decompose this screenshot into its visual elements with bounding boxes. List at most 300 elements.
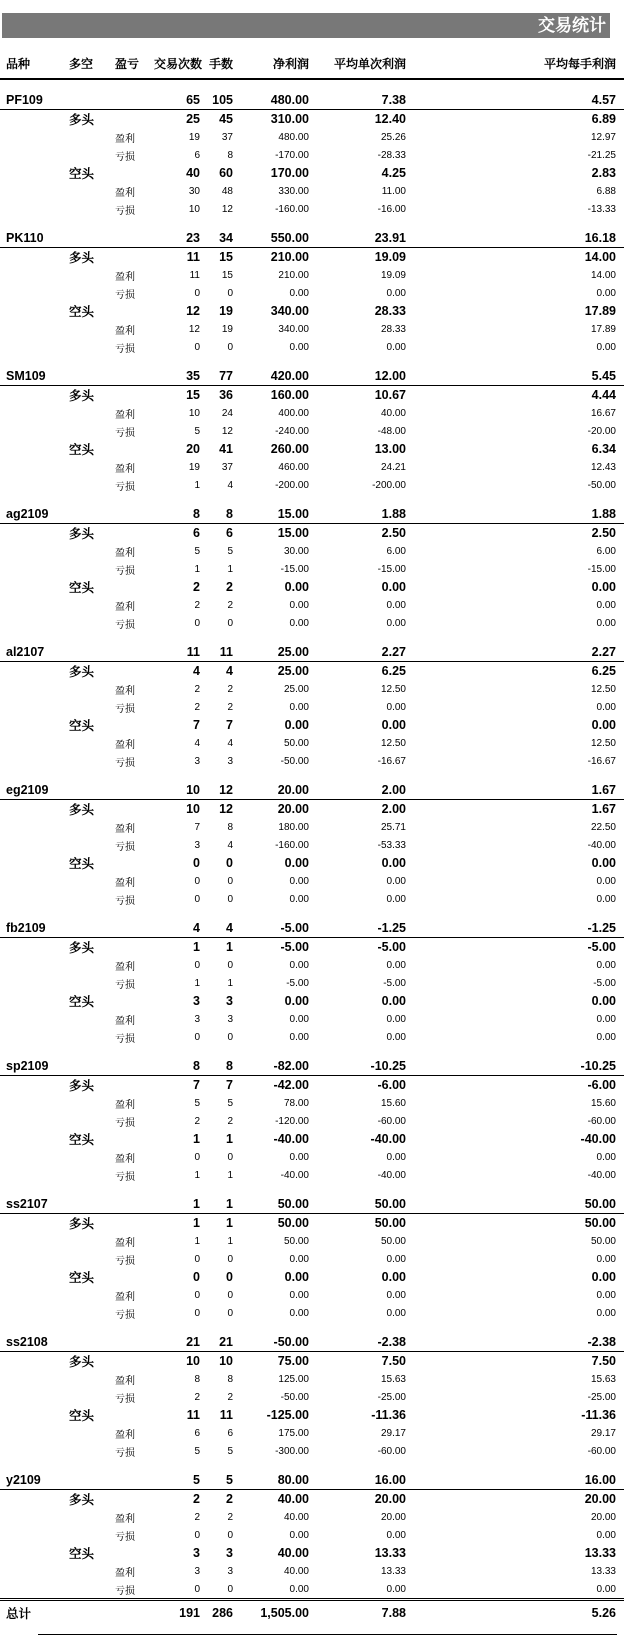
cell-avg-profit-per-lot: 6.89: [591, 112, 616, 126]
cell-trade-count: 4: [193, 664, 200, 678]
product-row: [0, 780, 624, 800]
report-title: 交易统计: [538, 16, 606, 35]
cell-lots: 48: [221, 185, 233, 197]
cell-net-profit: 30.00: [283, 545, 309, 557]
cell-trade-count: 6: [194, 149, 200, 161]
cell-avg-profit-per-trade: 13.33: [374, 1546, 406, 1560]
cell-avg-profit-per-lot: 7.50: [591, 1354, 616, 1368]
cell-avg-profit-per-trade: -48.00: [377, 425, 406, 437]
cell-lots: 1: [227, 977, 233, 989]
cell-avg-profit-per-lot: 6.25: [591, 664, 616, 678]
cell-avg-profit-per-lot: 5.45: [408, 366, 624, 386]
cell-side: [66, 404, 112, 422]
cell-profit-loss: 亏损: [115, 1447, 135, 1459]
cell-net-profit: 1,505.00: [235, 1600, 311, 1626]
cell-avg-profit-per-lot: -16.67: [587, 755, 616, 767]
cell-avg-profit-per-trade: -6.00: [377, 1078, 406, 1092]
cell-lots: 37: [221, 461, 233, 473]
cell-product: sp2109: [0, 1056, 66, 1076]
cell-side: [66, 614, 112, 632]
cell-avg-profit-per-trade: 0.00: [386, 341, 406, 353]
cell-net-profit: 0.00: [289, 1583, 309, 1595]
cell-trade-count: 0: [194, 1289, 200, 1301]
cell-net-profit: 0.00: [289, 1151, 309, 1163]
cell-side: 空头: [69, 719, 95, 733]
long-side-row: [0, 938, 624, 957]
cell-profit-loss: 盈利: [115, 1429, 135, 1441]
cell-product: [0, 1370, 66, 1388]
cell-avg-profit-per-lot: -2.38: [408, 1332, 624, 1352]
cell-net-profit: -5.00: [286, 977, 309, 989]
short-side-row: [0, 1544, 624, 1562]
cell-profit-loss: 盈利: [115, 1513, 135, 1525]
cell-avg-profit-per-trade: 10.67: [374, 388, 406, 402]
cell-trade-count: 2: [193, 580, 200, 594]
cell-lots: 0: [226, 1270, 233, 1284]
cell-avg-profit-per-lot: 0.00: [596, 287, 616, 299]
cell-side: [66, 818, 112, 836]
cell-lots: 21: [202, 1332, 235, 1352]
cell-trade-count: 7: [193, 1078, 200, 1092]
long-profit-row: [0, 542, 624, 560]
cell-avg-profit-per-lot: 1.67: [591, 802, 616, 816]
cell-side: [66, 1304, 112, 1322]
cell-lots: 0: [227, 1289, 233, 1301]
cell-net-profit: 0.00: [284, 856, 309, 870]
cell-net-profit: 50.00: [283, 1235, 309, 1247]
cell-avg-profit-per-trade: 2.00: [311, 780, 408, 800]
cell-avg-profit-per-lot: 0.00: [596, 341, 616, 353]
long-profit-row: [0, 128, 624, 146]
cell-product: [0, 284, 66, 302]
cell-net-profit: 25.00: [283, 683, 309, 695]
cell-side: [66, 1388, 112, 1406]
cell-net-profit: -160.00: [275, 839, 309, 851]
cell-lots: 77: [202, 366, 235, 386]
cell-avg-profit-per-trade: -40.00: [377, 1169, 406, 1181]
column-header-profit-loss: 盈亏: [112, 46, 154, 79]
cell-side: [66, 872, 112, 890]
cell-side: [66, 836, 112, 854]
cell-lots: 0: [227, 1307, 233, 1319]
cell-product: [0, 1544, 66, 1562]
cell-net-profit: 125.00: [278, 1373, 309, 1385]
cell-side: 多头: [69, 389, 95, 403]
cell-product: ss2107: [0, 1194, 66, 1214]
cell-side: [66, 1508, 112, 1526]
cell-product: [0, 1112, 66, 1130]
cell-profit-loss: [112, 302, 154, 320]
cell-avg-profit-per-trade: 25.71: [380, 821, 406, 833]
cell-net-profit: 40.00: [283, 1565, 309, 1577]
cell-trade-count: 20: [186, 442, 200, 456]
long-loss-row: [0, 698, 624, 716]
cell-net-profit: 210.00: [278, 269, 309, 281]
cell-profit-loss: 亏损: [115, 841, 135, 853]
spacer-row: [0, 632, 624, 642]
cell-avg-profit-per-lot: -6.00: [587, 1078, 616, 1092]
cell-avg-profit-per-trade: 0.00: [386, 893, 406, 905]
cell-trade-count: 3: [193, 994, 200, 1008]
cell-avg-profit-per-trade: 7.50: [381, 1354, 406, 1368]
cell-lots: 4: [226, 664, 233, 678]
cell-trade-count: 2: [194, 1391, 200, 1403]
cell-profit-loss: [112, 1490, 154, 1509]
cell-lots: 15: [219, 250, 233, 264]
cell-avg-profit-per-trade: 11.00: [381, 185, 406, 197]
cell-trade-count: 2: [194, 1511, 200, 1523]
cell-net-profit: 0.00: [289, 1031, 309, 1043]
cell-net-profit: 20.00: [277, 802, 309, 816]
cell-lots: 0: [227, 1529, 233, 1541]
cell-profit-loss: 盈利: [115, 187, 135, 199]
cell-net-profit: 0.00: [289, 617, 309, 629]
cell-lots: 2: [227, 1511, 233, 1523]
cell-side: [66, 1370, 112, 1388]
cell-side: [66, 1424, 112, 1442]
cell-profit-loss: 盈利: [115, 1375, 135, 1387]
long-loss-row: [0, 1388, 624, 1406]
cell-lots: 7: [226, 718, 233, 732]
cell-avg-profit-per-trade: 7.88: [311, 1600, 408, 1626]
cell-side: [66, 752, 112, 770]
cell-side: [66, 734, 112, 752]
cell-side: 多头: [69, 1355, 95, 1369]
cell-product: [0, 974, 66, 992]
cell-avg-profit-per-trade: -11.36: [371, 1408, 406, 1422]
cell-avg-profit-per-trade: 12.00: [311, 366, 408, 386]
spacer-row: [0, 908, 624, 918]
spacer-cell: [0, 1184, 624, 1194]
cell-lots: 0: [227, 617, 233, 629]
cell-lots: 5: [227, 1445, 233, 1457]
product-row: [0, 504, 624, 524]
cell-profit-loss: 亏损: [115, 1171, 135, 1183]
cell-product: [0, 836, 66, 854]
cell-trade-count: 6: [193, 526, 200, 540]
cell-profit-loss: 亏损: [115, 895, 135, 907]
cell-avg-profit-per-trade: -5.00: [377, 940, 406, 954]
cell-profit-loss: [112, 1268, 154, 1286]
cell-trade-count: 0: [194, 287, 200, 299]
cell-product: [0, 680, 66, 698]
cell-side: [66, 560, 112, 578]
cell-net-profit: 40.00: [277, 1546, 309, 1560]
cell-side: [66, 90, 112, 110]
long-side-row: [0, 1214, 624, 1233]
product-row: [0, 918, 624, 938]
cell-lots: 45: [219, 112, 233, 126]
product-row: [0, 642, 624, 662]
cell-trade-count: 0: [194, 1253, 200, 1265]
cell-avg-profit-per-lot: 0.00: [596, 893, 616, 905]
cell-net-profit: 0.00: [289, 893, 309, 905]
cell-net-profit: -300.00: [275, 1445, 309, 1457]
cell-avg-profit-per-lot: 1.67: [408, 780, 624, 800]
short-profit-row: [0, 596, 624, 614]
cell-avg-profit-per-lot: 50.00: [590, 1235, 616, 1247]
cell-avg-profit-per-lot: 15.60: [590, 1097, 616, 1109]
cell-profit-loss: [112, 1056, 154, 1076]
cell-lots: 4: [227, 839, 233, 851]
cell-net-profit: 0.00: [284, 1270, 309, 1284]
cell-trade-count: 25: [186, 112, 200, 126]
cell-lots: 19: [221, 323, 233, 335]
long-profit-row: [0, 818, 624, 836]
cell-trade-count: 35: [154, 366, 202, 386]
cell-avg-profit-per-trade: -60.00: [377, 1115, 406, 1127]
short-profit-row: [0, 1286, 624, 1304]
cell-product: [0, 890, 66, 908]
cell-side: [66, 1580, 112, 1600]
cell-trade-count: 0: [193, 1270, 200, 1284]
cell-avg-profit-per-trade: 24.21: [380, 461, 406, 473]
cell-side: 多头: [69, 113, 95, 127]
cell-profit-loss: 亏损: [115, 1309, 135, 1321]
cell-side: [66, 338, 112, 356]
short-profit-row: [0, 872, 624, 890]
cell-side: 多头: [69, 665, 95, 679]
footer-divider: [38, 1634, 617, 1635]
cell-net-profit: 210.00: [270, 250, 309, 264]
cell-profit-loss: [112, 366, 154, 386]
cell-trade-count: 5: [194, 425, 200, 437]
cell-profit-loss: [112, 524, 154, 543]
cell-avg-profit-per-lot: -40.00: [587, 1169, 616, 1181]
cell-avg-profit-per-lot: 12.50: [590, 737, 616, 749]
cell-product: [0, 440, 66, 458]
cell-avg-profit-per-trade: 19.09: [380, 269, 406, 281]
cell-lots: 4: [202, 918, 235, 938]
cell-net-profit: 175.00: [278, 1427, 309, 1439]
cell-net-profit: -40.00: [280, 1169, 309, 1181]
cell-profit-loss: 盈利: [115, 739, 135, 751]
long-side-row: [0, 1076, 624, 1095]
cell-avg-profit-per-lot: -60.00: [587, 1445, 616, 1457]
cell-avg-profit-per-lot: 12.97: [590, 131, 616, 143]
cell-side: [66, 890, 112, 908]
cell-net-profit: 340.00: [270, 304, 309, 318]
cell-avg-profit-per-trade: 2.00: [381, 802, 406, 816]
cell-avg-profit-per-trade: 0.00: [386, 1529, 406, 1541]
cell-profit-loss: [112, 716, 154, 734]
cell-product: [0, 734, 66, 752]
cell-side: [66, 228, 112, 248]
cell-avg-profit-per-lot: -20.00: [587, 425, 616, 437]
cell-avg-profit-per-trade: 15.60: [380, 1097, 406, 1109]
cell-trade-count: 5: [194, 1097, 200, 1109]
cell-trade-count: 0: [194, 1031, 200, 1043]
cell-net-profit: 50.00: [283, 737, 309, 749]
cell-trade-count: 5: [194, 545, 200, 557]
cell-net-profit: 340.00: [278, 323, 309, 335]
cell-lots: 11: [219, 1408, 233, 1422]
long-profit-row: [0, 404, 624, 422]
cell-product: [0, 1352, 66, 1371]
short-side-row: [0, 854, 624, 872]
cell-profit-loss: 亏损: [115, 565, 135, 577]
cell-side: 多头: [69, 1079, 95, 1093]
cell-avg-profit-per-lot: 0.00: [591, 856, 616, 870]
cell-side: [66, 1470, 112, 1490]
cell-lots: 12: [202, 780, 235, 800]
cell-product: [0, 938, 66, 957]
cell-trade-count: 4: [154, 918, 202, 938]
cell-net-profit: 50.00: [277, 1216, 309, 1230]
cell-side: [66, 458, 112, 476]
cell-net-profit: -170.00: [275, 149, 309, 161]
cell-lots: 0: [227, 893, 233, 905]
cell-net-profit: 78.00: [283, 1097, 309, 1109]
cell-product: [0, 1094, 66, 1112]
cell-trade-count: 10: [186, 802, 200, 816]
short-loss-row: [0, 1166, 624, 1184]
cell-net-profit: 50.00: [235, 1194, 311, 1214]
cell-side: [66, 780, 112, 800]
cell-avg-profit-per-lot: 2.50: [591, 526, 616, 540]
cell-side: [66, 1094, 112, 1112]
cell-side: [66, 974, 112, 992]
cell-product: [0, 614, 66, 632]
short-profit-row: [0, 1148, 624, 1166]
cell-side: [66, 1332, 112, 1352]
cell-avg-profit-per-trade: 4.25: [381, 166, 406, 180]
cell-side: [66, 1194, 112, 1214]
cell-side: [66, 542, 112, 560]
spacer-row: [0, 494, 624, 504]
cell-avg-profit-per-trade: 0.00: [381, 580, 406, 594]
cell-lots: 8: [227, 821, 233, 833]
cell-side: [66, 1562, 112, 1580]
spacer-row: [0, 770, 624, 780]
cell-avg-profit-per-lot: 5.26: [408, 1600, 624, 1626]
cell-net-profit: 420.00: [235, 366, 311, 386]
cell-lots: 4: [227, 737, 233, 749]
cell-avg-profit-per-lot: 13.33: [584, 1546, 616, 1560]
cell-product: [0, 182, 66, 200]
cell-side: 空头: [69, 1547, 95, 1561]
cell-trade-count: 40: [186, 166, 200, 180]
cell-side: 空头: [69, 1133, 95, 1147]
cell-profit-loss: 亏损: [115, 979, 135, 991]
cell-profit-loss: 盈利: [115, 325, 135, 337]
cell-trade-count: 1: [194, 977, 200, 989]
cell-lots: 6: [226, 526, 233, 540]
cell-avg-profit-per-trade: 0.00: [386, 959, 406, 971]
cell-lots: 3: [227, 1013, 233, 1025]
long-side-row: [0, 1352, 624, 1371]
cell-avg-profit-per-lot: 6.00: [596, 545, 616, 557]
cell-product: [0, 1304, 66, 1322]
cell-net-profit: 550.00: [235, 228, 311, 248]
cell-lots: 41: [219, 442, 233, 456]
cell-lots: 1: [226, 1216, 233, 1230]
cell-trade-count: 4: [194, 737, 200, 749]
cell-profit-loss: 盈利: [115, 1291, 135, 1303]
cell-product: y2109: [0, 1470, 66, 1490]
cell-lots: 3: [226, 1546, 233, 1560]
cell-trade-count: 2: [194, 701, 200, 713]
product-row: [0, 1470, 624, 1490]
cell-avg-profit-per-trade: 0.00: [386, 1307, 406, 1319]
cell-lots: 24: [221, 407, 233, 419]
long-profit-row: [0, 956, 624, 974]
cell-avg-profit-per-trade: 50.00: [374, 1216, 406, 1230]
cell-net-profit: 15.00: [235, 504, 311, 524]
cell-avg-profit-per-trade: 0.00: [386, 1583, 406, 1595]
cell-trade-count: 21: [154, 1332, 202, 1352]
cell-lots: 2: [227, 683, 233, 695]
cell-profit-loss: 亏损: [115, 619, 135, 631]
cell-profit-loss: 亏损: [115, 703, 135, 715]
cell-profit-loss: [112, 1406, 154, 1424]
cell-net-profit: -125.00: [266, 1408, 309, 1422]
cell-side: [66, 1250, 112, 1268]
cell-trade-count: 1: [194, 1169, 200, 1181]
cell-trade-count: 2: [194, 1115, 200, 1127]
cell-product: [0, 1562, 66, 1580]
cell-trade-count: 11: [189, 269, 200, 281]
cell-lots: 3: [227, 1565, 233, 1577]
cell-trade-count: 1: [194, 563, 200, 575]
cell-product: [0, 752, 66, 770]
cell-product: [0, 1508, 66, 1526]
cell-lots: 0: [227, 1583, 233, 1595]
cell-side: [66, 422, 112, 440]
cell-net-profit: 25.00: [235, 642, 311, 662]
cell-net-profit: -40.00: [273, 1132, 309, 1146]
short-side-row: [0, 164, 624, 182]
cell-lots: 5: [202, 1470, 235, 1490]
cell-avg-profit-per-trade: 40.00: [380, 407, 406, 419]
cell-product: [0, 1490, 66, 1509]
short-side-row: [0, 992, 624, 1010]
spacer-row: [0, 79, 624, 90]
cell-net-profit: 0.00: [289, 287, 309, 299]
cell-product: [0, 662, 66, 681]
cell-avg-profit-per-lot: 20.00: [590, 1511, 616, 1523]
cell-net-profit: 0.00: [289, 599, 309, 611]
cell-trade-count: 15: [186, 388, 200, 402]
cell-avg-profit-per-lot: 0.00: [596, 1013, 616, 1025]
cell-avg-profit-per-trade: 20.00: [374, 1492, 406, 1506]
cell-product: eg2109: [0, 780, 66, 800]
cell-profit-loss: 盈利: [115, 685, 135, 697]
cell-net-profit: 15.00: [277, 526, 309, 540]
short-loss-row: [0, 1028, 624, 1046]
spacer-cell: [0, 494, 624, 504]
cell-trade-count: 0: [194, 959, 200, 971]
cell-product: [0, 1388, 66, 1406]
short-loss-row: [0, 752, 624, 770]
cell-profit-loss: [112, 1076, 154, 1095]
cell-lots: 0: [227, 1151, 233, 1163]
long-profit-row: [0, 1094, 624, 1112]
cell-product: [0, 422, 66, 440]
cell-product: [0, 818, 66, 836]
long-profit-row: [0, 1508, 624, 1526]
cell-product: [0, 266, 66, 284]
cell-net-profit: 0.00: [289, 1253, 309, 1265]
cell-trade-count: 1: [193, 1216, 200, 1230]
cell-avg-profit-per-trade: 0.00: [386, 701, 406, 713]
cell-trade-count: 8: [154, 1056, 202, 1076]
cell-avg-profit-per-trade: 1.88: [311, 504, 408, 524]
cell-avg-profit-per-lot: 50.00: [408, 1194, 624, 1214]
cell-side: [66, 1442, 112, 1460]
cell-profit-loss: 亏损: [115, 1393, 135, 1405]
cell-profit-loss: [112, 1214, 154, 1233]
